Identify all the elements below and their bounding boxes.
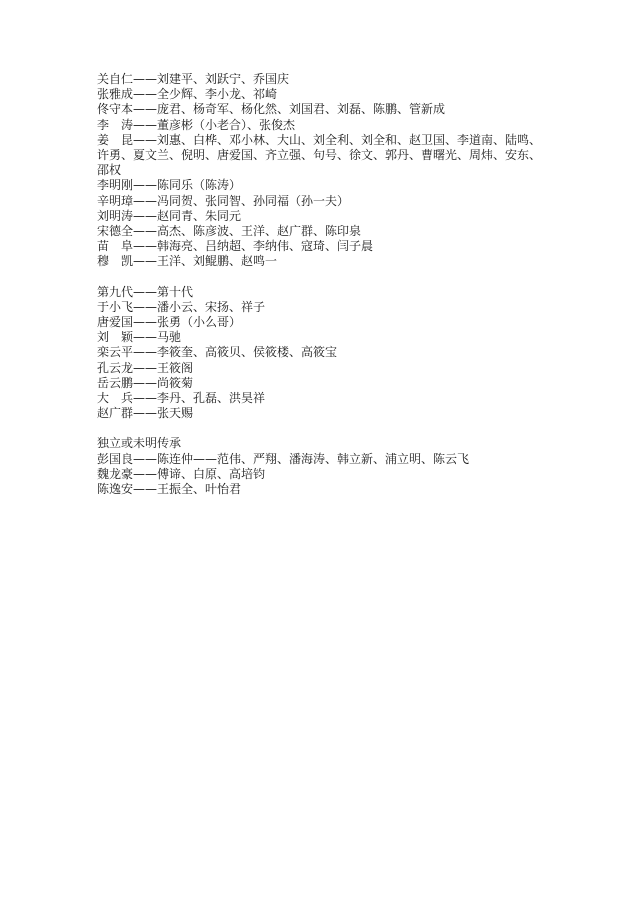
lineage-line: 李明刚——陈同乐（陈涛） bbox=[97, 178, 242, 193]
lineage-line: 大 兵——李丹、孔磊、洪昊祥 bbox=[97, 391, 266, 406]
section-gap bbox=[97, 421, 557, 436]
section-heading-independent: 独立或未明传承 bbox=[97, 436, 182, 451]
lineage-line: 陈逸安——王振全、叶怡君 bbox=[97, 482, 242, 497]
lineage-line: 唐爱国——张勇（小么哥） bbox=[97, 315, 242, 330]
lineage-line: 穆 凯——王洋、刘鲲鹏、赵鸣一 bbox=[97, 254, 278, 269]
lineage-line: 李 涛——董彦彬（小老合）、张俊杰 bbox=[97, 117, 296, 132]
lineage-line: 刘 颖——马驰 bbox=[97, 330, 182, 345]
section-heading-generation: 第九代——第十代 bbox=[97, 284, 194, 299]
lineage-line: 宋德全——高杰、陈彦波、王洋、赵广群、陈印泉 bbox=[97, 224, 362, 239]
lineage-line: 刘明涛——赵同青、朱同元 bbox=[97, 208, 242, 223]
lineage-line: 魏龙豪——傅谛、白原、高培钧 bbox=[97, 466, 266, 481]
lineage-line: 佟守本——庞君、杨奇军、杨化然、刘国君、刘磊、陈鹏、管新成 bbox=[97, 102, 446, 117]
lineage-line: 辛明璋——冯同贺、张同智、孙同福（孙一夫） bbox=[97, 193, 350, 208]
lineage-line: 姜 昆——刘惠、白桦、邓小林、大山、刘全利、刘全和、赵卫国、李道南、陆鸣、许勇、夏文兰、倪明、唐爱国、齐立强、句号、徐文、郭丹、曹曙光、周炜、安东、邵权 bbox=[97, 132, 542, 178]
document-body bbox=[97, 72, 557, 497]
lineage-line: 孔云龙——王筱阁 bbox=[97, 360, 194, 375]
lineage-line: 栾云平——李筱奎、高筱贝、侯筱楼、高筱宝 bbox=[97, 345, 338, 360]
lineage-line: 苗 阜——韩海亮、吕纳超、李纳伟、寇琦、闫子晨 bbox=[97, 239, 374, 254]
section-gap bbox=[97, 270, 557, 285]
lineage-line: 张雅成——全少辉、李小龙、祁崎 bbox=[97, 87, 278, 102]
lineage-line: 关自仁——刘建平、刘跃宁、乔国庆 bbox=[97, 72, 290, 86]
lineage-line: 于小飞——潘小云、宋扬、祥子 bbox=[97, 299, 266, 314]
lineage-line: 岳云鹏——尚筱菊 bbox=[97, 375, 194, 390]
lineage-line: 赵广群——张天赐 bbox=[97, 406, 194, 421]
lineage-line: 彭国良——陈连仲——范伟、严翔、潘海涛、韩立新、浦立明、陈云飞 bbox=[97, 451, 470, 466]
